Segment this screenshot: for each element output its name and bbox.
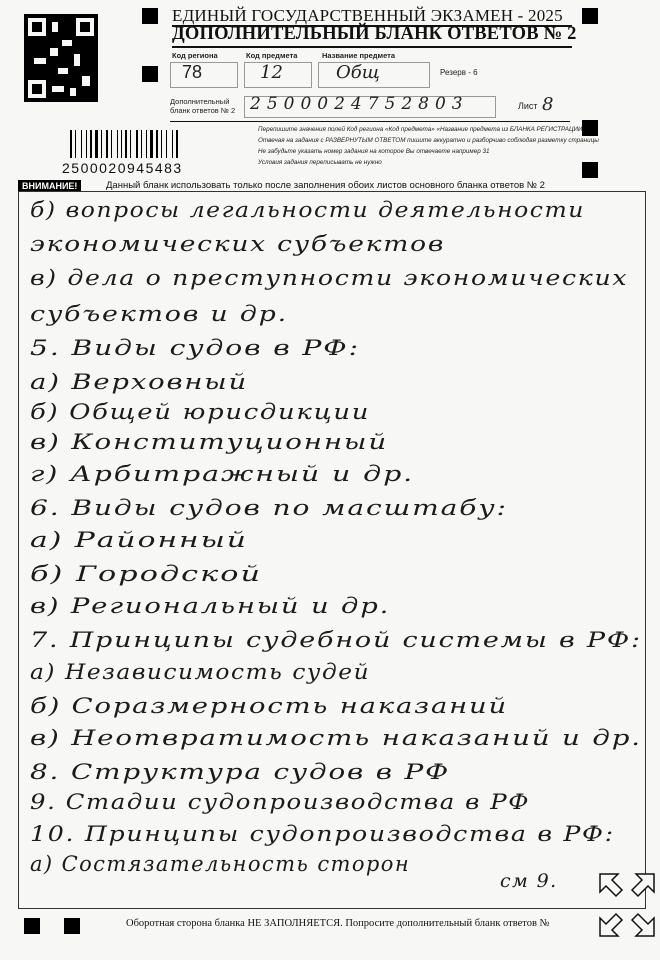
answer-line: б) вопросы легальности деятельности [30,198,585,222]
subject-code-label: Код предмета [246,51,298,60]
sheet-label: Лист [518,101,538,111]
answer-line: в) Неотвратимость наказаний и др. [30,726,642,750]
answer-line: 9. Стадии судопроизводства в РФ [30,790,531,814]
answer-line: в) Региональный и др. [30,594,391,618]
reserve-label: Резерв - 6 [440,68,478,77]
marker-square [582,8,598,24]
barcode-number: 2500020945483 [62,160,183,176]
answer-line: 5. Виды судов в РФ: [30,336,360,360]
extra-form-label: бланк ответов № 2 [170,106,236,115]
region-value: 78 [182,62,203,82]
answer-line: 10. Принципы судопроизводства в РФ: [30,822,615,846]
instruction-line: Перепишите значения полей Код региона «Код предмета» «Название предмета из БЛАНКА РЕГИСТРАЦИИ [258,126,583,133]
qr-code [24,14,98,102]
answer-line: в) дела о преступности экономических [30,266,629,290]
answer-line: г) Арбитражный и др. [30,462,415,486]
answer-line: 8. Структура судов в РФ [30,760,451,784]
form-title: ДОПОЛНИТЕЛЬНЫЙ БЛАНК ОТВЕТОВ № 2 [172,24,577,44]
expand-arrows-icon [596,870,658,940]
sheet-value: 8 [542,94,554,115]
marker-square [142,8,158,24]
marker-square [582,162,598,178]
title-rule [172,46,572,48]
answer-line: 7. Принципы судебной системы в РФ: [30,628,642,652]
subject-name-label: Название предмета [322,51,395,60]
answer-line: экономических субъектов [30,232,446,256]
marker-square [64,918,80,934]
marker-square [582,120,598,136]
answer-line: 6. Виды судов по масштабу: [30,496,508,520]
marker-square [24,918,40,934]
warning-badge: ВНИМАНИЕ! [18,180,81,192]
extra-form-label: Дополнительный [170,97,230,106]
region-label: Код региона [172,51,218,60]
answer-line: б) Общей юрисдикции [30,400,371,424]
instruction-line: Отвечая на задания с РАЗВЕРНУТЫМ ОТВЕТОМ пишите аккуратно и разборчиво соблюдая разметку страницы [258,137,599,144]
continuation-note: см 9. [500,870,558,892]
subject-code-value: 12 [260,62,283,83]
extra-form-number: 2500024752803 [250,94,469,114]
marker-square [142,66,158,82]
header-divider [170,121,570,122]
answer-line: в) Конституционный [30,430,389,454]
answer-line: а) Независимость судей [30,660,371,684]
barcode [70,130,178,158]
answer-line: а) Состязательность сторон [30,852,411,876]
exam-title: ЕДИНЫЙ ГОСУДАРСТВЕННЫЙ ЭКЗАМЕН - 2025 [172,6,563,25]
subject-name-value: Общ [336,62,380,83]
answer-line: б) Соразмерность наказаний [30,694,509,718]
instruction-line: Условия задания переписывать не нужно [258,159,382,166]
answer-line: субъектов и др. [30,302,288,326]
instruction-line: Не забудьте указать номер задания на которое Вы отвечаете например 31 [258,148,490,155]
answer-line: а) Верховный [30,370,249,394]
footer-note: Оборотная сторона бланка НЕ ЗАПОЛНЯЕТСЯ. Попросите дополнительный бланк ответов № [126,918,550,929]
answer-line: б) Городской [30,562,263,586]
region-field [170,62,238,88]
answer-line: а) Районный [30,528,248,552]
warning-text: Данный бланк использовать только после заполнения обоих листов основного бланка ответов № 2 [106,180,545,191]
